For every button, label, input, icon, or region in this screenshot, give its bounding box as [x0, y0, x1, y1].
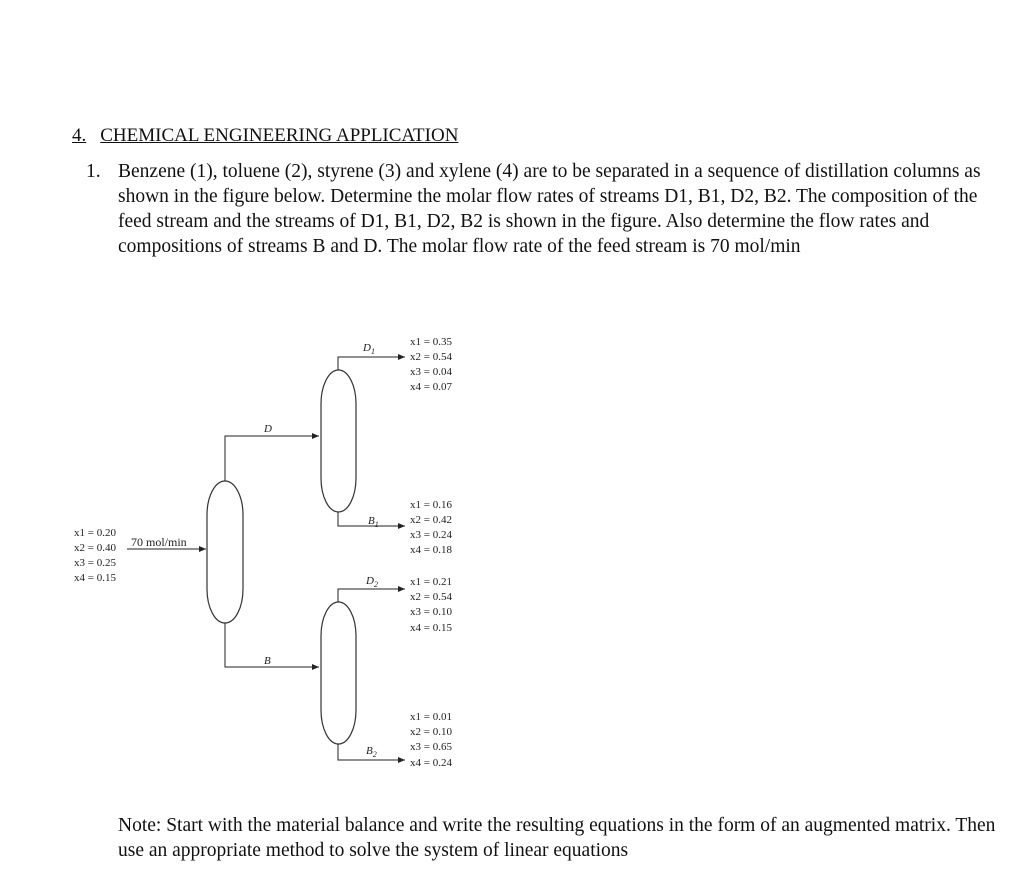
b2-x3: x3 = 0.65 — [410, 741, 452, 753]
b1-composition — [410, 499, 452, 556]
problem-text: Benzene (1), toluene (2), styrene (3) and xylene (4) are to be separated in a sequence of distillation columns as shown in the figure below. Determine the molar flow rates of streams D1, B1, D2, B2. The composition of the feed stream and the streams of D1, B1, D2, B2 is shown in the figure. Also determine the flow rates and compositions of streams B and D. The molar flow rate of the feed stream is 70 mol/min — [118, 161, 981, 257]
d2-x1: x1 = 0.21 — [410, 576, 452, 588]
label-d: D — [264, 423, 272, 435]
label-d1-sub: 1 — [370, 347, 375, 356]
label-d2 — [365, 575, 378, 589]
b2-composition — [410, 711, 452, 769]
label-b: B — [264, 655, 271, 667]
label-d1 — [362, 342, 375, 356]
b1-x3: x3 = 0.24 — [410, 529, 452, 541]
label-b2 — [366, 745, 377, 759]
b1-x2: x2 = 0.42 — [410, 514, 452, 526]
d2-x4: x4 = 0.15 — [410, 622, 452, 634]
stream-d2-line — [338, 589, 405, 602]
column-1 — [207, 481, 243, 623]
label-d2-sub: 2 — [373, 580, 378, 589]
stream-b-line — [225, 623, 319, 667]
d1-composition — [410, 336, 452, 393]
feed-x4: x4 = 0.15 — [74, 572, 116, 584]
column-3 — [321, 602, 356, 744]
b2-x2: x2 = 0.10 — [410, 726, 452, 738]
stream-d-line — [225, 436, 319, 481]
d2-x2: x2 = 0.54 — [410, 591, 452, 603]
feed-composition — [74, 527, 116, 584]
problem-number: 1. — [86, 161, 101, 182]
label-b1 — [368, 515, 379, 529]
feed-x3: x3 = 0.25 — [74, 557, 116, 569]
d2-x3: x3 = 0.10 — [410, 606, 452, 618]
label-d1-main: D — [363, 342, 371, 354]
stream-d1-line — [338, 357, 405, 370]
label-b1-main: B — [368, 515, 375, 527]
section-number: 4. — [72, 125, 87, 146]
d1-x2: x2 = 0.54 — [410, 351, 452, 363]
note-text: Note: Start with the material balance and write the resulting equations in the form of an augmented matrix. Then use an appropriate method to solve the system of linear equations — [118, 815, 996, 861]
label-b1-sub: 1 — [374, 520, 379, 529]
b1-x4: x4 = 0.18 — [410, 544, 452, 556]
feed-x2: x2 = 0.40 — [74, 542, 116, 554]
label-b2-main: B — [366, 745, 373, 757]
b1-x1: x1 = 0.16 — [410, 499, 452, 511]
feed-x1: x1 = 0.20 — [74, 527, 116, 539]
section-title: CHEMICAL ENGINEERING APPLICATION — [100, 125, 459, 146]
b2-x1: x1 = 0.01 — [410, 711, 452, 723]
feed-rate: 70 mol/min — [131, 535, 187, 549]
label-b2-sub: 2 — [372, 750, 377, 759]
d1-x3: x3 = 0.04 — [410, 366, 452, 378]
d2-composition — [410, 576, 452, 634]
d1-x1: x1 = 0.35 — [410, 336, 452, 348]
label-d2-main: D — [366, 575, 374, 587]
column-2 — [321, 370, 356, 512]
b2-x4: x4 = 0.24 — [410, 757, 452, 769]
d1-x4: x4 = 0.07 — [410, 381, 452, 393]
